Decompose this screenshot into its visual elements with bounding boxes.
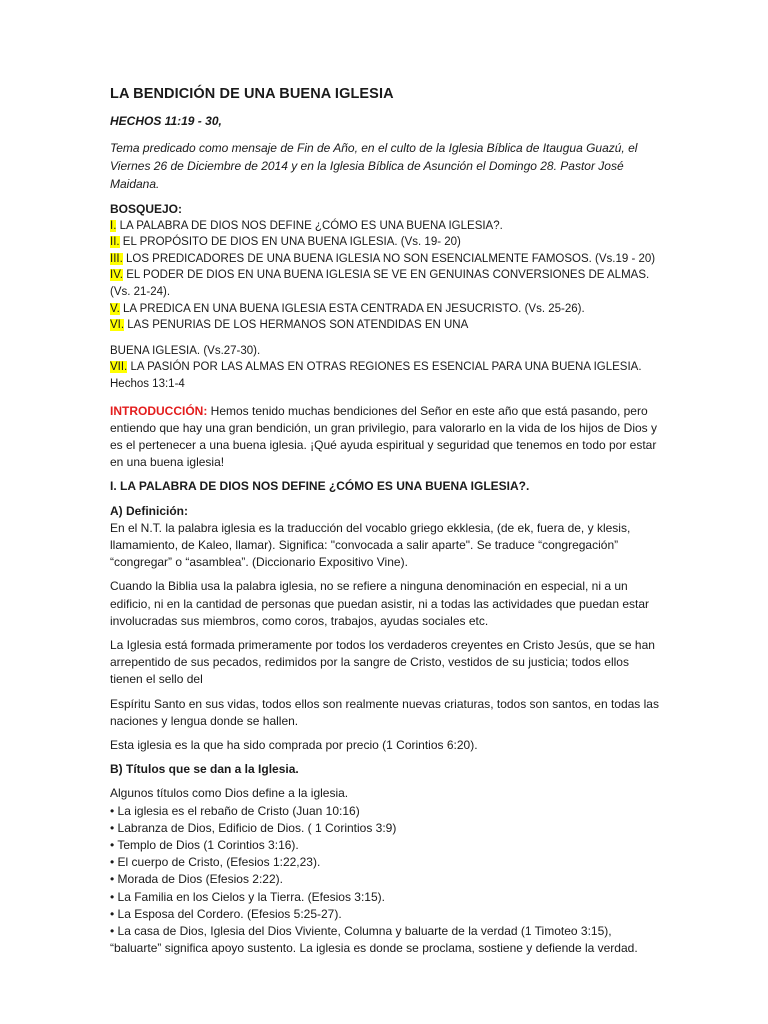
paragraph: Cuando la Biblia usa la palabra iglesia, no se refiere a ninguna denominación en especial, ni a un edificio, ni en la cantidad de personas que puedan asistir, ni a todas las actividades que puedan estar involucradas sus miembros, como coros, trabajos, ayudas sociales etc. [110,579,650,628]
document-title: LA BENDICIÓN DE UNA BUENA IGLESIA [110,86,394,102]
roman-numeral: IV. [110,269,124,282]
introduction-paragraph: INTRODUCCIÓN: Hemos tenido muchas bendiciones del Señor en este año que está pasando, pero entiendo que hay una gran bendición, un gran privilegio, para valorarlo en la vida de los hijos de Dios y es el pertenecer a una buena iglesia. ¡Qué ayuda espiritual y seguridad que tenemos en todo por estar en una buena iglesia! [110,403,658,470]
spacer [110,334,660,343]
list-item: • La Esposa del Cordero. (Efesios 5:25-27). [110,906,660,923]
outline-item: IV. EL PODER DE DIOS EN UNA BUENA IGLESIA SE VE EN GENUINAS CONVERSIONES DE ALMAS. (Vs. 21-24). [110,269,650,298]
list-item: • La casa de Dios, Iglesia del Dios Viviente, Columna y baluarte de la verdad (1 Timoteo 3:15), “baluarte” significa apoyo sustento. La iglesia es donde se proclama, sostiene y defiende la verdad. [110,923,660,957]
introduction-label: INTRODUCCIÓN: [110,403,208,418]
list-item: • Morada de Dios (Efesios 2:22). [110,871,660,888]
sermon-description: Tema predicado como mensaje de Fin de Año, en el culto de la Iglesia Bíblica de Itaugua Guazú, el Viernes 26 de Diciembre de 2014 y en la Iglesia Bíblica de Asunción el Domingo 28. Pastor José Maidana. [110,141,638,191]
paragraph: Algunos títulos como Dios define a la iglesia. [110,786,349,801]
outline-item: V. LA PREDICA EN UNA BUENA IGLESIA ESTA CENTRADA EN JESUCRISTO. (Vs. 25-26). [110,302,585,315]
list-item: • Templo de Dios (1 Corintios 3:16). [110,837,660,854]
list-item: • Labranza de Dios, Edificio de Dios. ( 1 Corintios 3:9) [110,820,660,837]
paragraph: La Iglesia está formada primeramente por todos los verdaderos creyentes en Cristo Jesús, que se han arrepentido de sus pecados, redimidos por la sangre de Cristo, vestidos de su justicia; todos ellos tienen el sello del [110,637,655,687]
paragraph: Esta iglesia es la que ha sido comprada por precio (1 Corintios 6:20). [110,737,478,752]
subsection-heading: B) Títulos que se dan a la Iglesia. [110,762,299,777]
outline-item: I. LA PALABRA DE DIOS NOS DEFINE ¿CÓMO ES UNA BUENA IGLESIA?. [110,219,503,232]
roman-numeral: III. [110,252,123,265]
outline-continuation: BUENA IGLESIA. (Vs.27-30). [110,344,261,357]
list-item: • El cuerpo de Cristo, (Efesios 1:22,23). [110,854,660,871]
roman-numeral: V. [110,302,120,315]
section-heading: I. LA PALABRA DE DIOS NOS DEFINE ¿CÓMO ES UNA BUENA IGLESIA?. [110,479,530,494]
paragraph: En el N.T. la palabra iglesia es la traducción del vocablo griego ekklesia, (de ek, fuera de, y klesis, llamamiento, de Kaleo, llamar). Significa: "convocada a salir aparte". Se traduce “congregación” “congregar” o “asamblea”. (Diccionario Expositivo Vine). [110,520,631,570]
outline-item: II. EL PROPÓSITO DE DIOS EN UNA BUENA IGLESIA. (Vs. 19- 20) [110,236,461,249]
list-item: • La iglesia es el rebaño de Cristo (Juan 10:16) [110,803,660,820]
outline-item: VII. LA PASIÓN POR LAS ALMAS EN OTRAS REGIONES ES ESENCIAL PARA UNA BUENA IGLESIA. Hechos 13:1-4 [110,361,642,390]
outline-item: VI. LAS PENURIAS DE LOS HERMANOS SON ATENDIDAS EN UNA [110,319,469,332]
paragraph: Espíritu Santo en sus vidas, todos ellos son realmente nuevas criaturas, todos son santos, en todas las naciones y lengua donde se hallen. [110,696,659,728]
roman-numeral: VII. [110,361,128,374]
outline-item: III. LOS PREDICADORES DE UNA BUENA IGLESIA NO SON ESENCIALMENTE FAMOSOS. (Vs.19 - 20) [110,252,656,265]
titles-list [110,803,660,958]
roman-numeral: I. [110,219,117,232]
scripture-reference: HECHOS 11:19 - 30, [110,114,222,128]
subsection-heading: A) Definición: [110,503,188,518]
outline-heading: BOSQUEJO: [110,202,183,216]
roman-numeral: II. [110,236,120,249]
roman-numeral: VI. [110,319,125,332]
document-page [110,86,660,957]
list-item: • La Familia en los Cielos y la Tierra. (Efesios 3:15). [110,889,660,906]
